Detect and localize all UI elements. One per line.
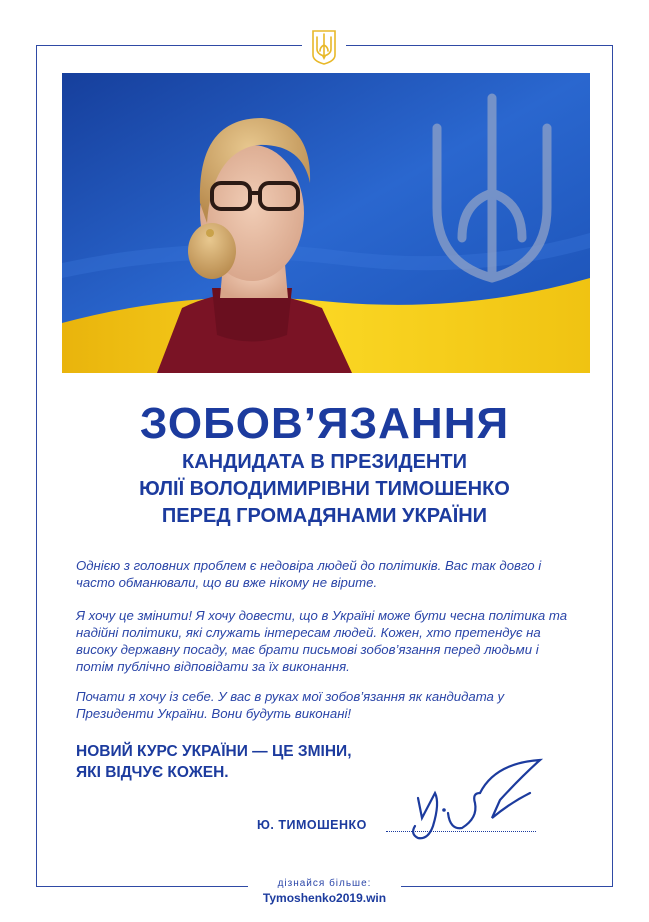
signature-name: Ю. ТИМОШЕНКО <box>257 818 367 832</box>
body-paragraph-1: Однією з головних проблем є недовіра людей до політиків. Вас так довго і часто обманювали, що ви вже нікому не вірите. <box>76 558 542 590</box>
subtitle-line-3: ПЕРЕД ГРОМАДЯНАМИ УКРАЇНИ <box>161 505 488 527</box>
page-title: ЗОБОВ’ЯЗАННЯ <box>139 399 510 448</box>
footer-label: дізнайся більше: <box>277 878 372 889</box>
slogan-line-2: ЯКІ ВІДЧУЄ КОЖЕН. <box>76 764 229 781</box>
trident-emblem-icon <box>311 29 337 65</box>
slogan-line-1: НОВИЙ КУРС УКРАЇНИ — ЦЕ ЗМІНИ, <box>76 743 352 760</box>
subtitle-line-1: КАНДИДАТА В ПРЕЗИДЕНТИ <box>182 451 467 473</box>
website-link[interactable]: Tymoshenko2019.win <box>262 891 387 905</box>
header-emblem <box>302 23 346 71</box>
hero-image <box>62 73 590 373</box>
body-paragraph-3: Почати я хочу із себе. У вас в руках мої зобов’язання як кандидата у Президенти України. Вони будуть виконані! <box>76 689 505 721</box>
subtitle-line-2: ЮЛІЇ ВОЛОДИМИРІВНИ ТИМОШЕНКО <box>139 478 510 500</box>
title-block <box>36 400 613 529</box>
body-paragraph-2: Я хочу це змінити! Я хочу довести, що в Україні може бути чесна політика та надійні політики, які служать інтересам людей. Кожен, хто претендує на високу державну посаду, має брати письмові зобов’язання перед людьми і потім публічно відповідати за їх виконання. <box>76 608 568 674</box>
footer <box>248 874 401 908</box>
signature-line <box>386 831 536 832</box>
handwritten-signature <box>400 758 550 848</box>
